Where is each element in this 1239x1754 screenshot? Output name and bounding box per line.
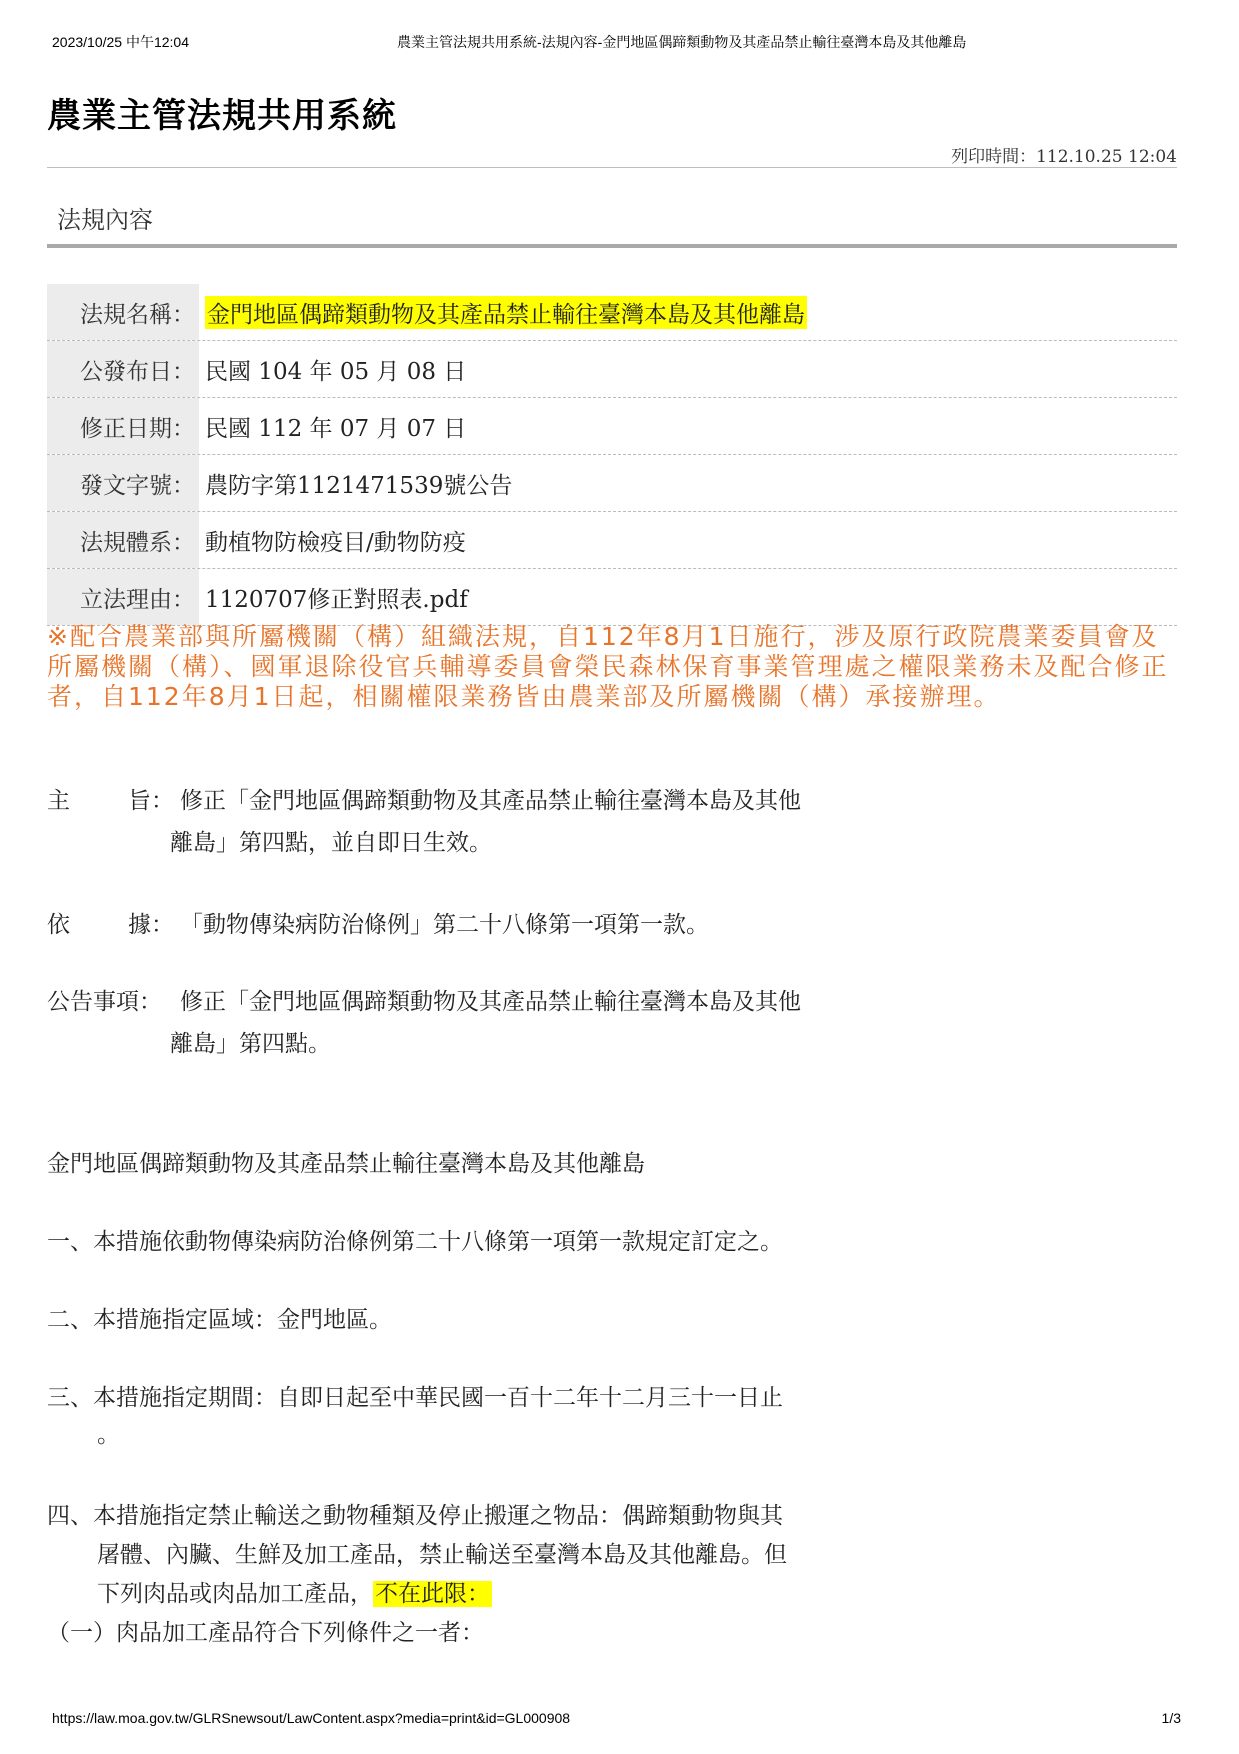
meta-row-legislative-reason [47, 569, 1177, 626]
print-datetime: 2023/10/25 中午12:04 [52, 34, 189, 50]
browser-page-title: 農業主管法規共用系統-法規內容-金門地區偶蹄類動物及其產品禁止輸往臺灣本島及其他離島 [397, 34, 967, 50]
article-4-line-2: 屠體、內臟、生鮮及加工產品，禁止輸送至臺灣本島及其他離島。但 [97, 1542, 787, 1568]
article-3-line-2: 。 [97, 1422, 120, 1448]
print-time: 列印時間：112.10.25 12:04 [951, 147, 1177, 167]
meta-row-document-number [47, 455, 1177, 512]
article-3-line-1: 三、本措施指定期間：自即日起至中華民國一百十二年十二月三十一日止 [47, 1385, 783, 1411]
meta-label: 法規名稱： [47, 284, 199, 340]
announcement-line-1: 修正「金門地區偶蹄類動物及其產品禁止輸往臺灣本島及其他 [180, 989, 801, 1015]
article-4-subitem-1: （一）肉品加工產品符合下列條件之一者： [47, 1620, 484, 1646]
meta-row-publish-date [47, 341, 1177, 398]
section-title: 法規內容 [57, 206, 153, 234]
law-meta-table [47, 284, 1177, 626]
page-number: 1/3 [1161, 1710, 1181, 1726]
meta-label: 法規體系： [47, 512, 199, 568]
exception-highlight: 不在此限： [375, 1581, 490, 1607]
meta-label: 發文字號： [47, 455, 199, 511]
subject-line-1: 修正「金門地區偶蹄類動物及其產品禁止輸往臺灣本島及其他 [180, 788, 801, 814]
subject-label-a: 主 [47, 788, 70, 814]
meta-row-law-system [47, 512, 1177, 569]
article-4-line-1: 四、本措施指定禁止輸送之動物種類及停止搬運之物品：偶蹄類動物與其 [47, 1503, 783, 1529]
article-4-line-3 [97, 1575, 492, 1608]
section-divider [47, 244, 1177, 248]
subject-label-b: 旨： [128, 788, 174, 814]
meta-value: 民國 112 年 07 月 07 日 [205, 415, 467, 442]
legislative-reason-link[interactable]: 1120707修正對照表.pdf [205, 586, 468, 613]
article-4-line-3-text: 下列肉品或肉品加工產品， [97, 1581, 373, 1607]
meta-label: 修正日期： [47, 398, 199, 454]
page-url: https://law.moa.gov.tw/GLRSnewsout/LawContent.aspx?media=print&id=GL000908 [52, 1710, 571, 1726]
announcement-line-2: 離島」第四點。 [170, 1031, 331, 1057]
meta-row-law-name [47, 284, 1177, 341]
system-title: 農業主管法規共用系統 [47, 96, 397, 136]
law-name-value: 金門地區偶蹄類動物及其產品禁止輸往臺灣本島及其他離島 [205, 296, 807, 329]
meta-row-amend-date [47, 398, 1177, 455]
article-2: 二、本措施指定區域：金門地區。 [47, 1307, 392, 1333]
meta-label: 立法理由： [47, 569, 199, 625]
law-title: 金門地區偶蹄類動物及其產品禁止輸往臺灣本島及其他離島 [47, 1151, 645, 1177]
announcement-label: 公告事項： [47, 989, 162, 1015]
meta-value: 農防字第1121471539號公告 [205, 472, 513, 499]
divider [47, 167, 1177, 168]
meta-label: 公發布日： [47, 341, 199, 397]
basis-line-1: 「動物傳染病防治條例」第二十八條第一項第一款。 [180, 912, 709, 938]
meta-value [199, 284, 1177, 340]
article-1: 一、本措施依動物傳染病防治條例第二十八條第一項第一款規定訂定之。 [47, 1229, 783, 1255]
subject-line-2: 離島」第四點，並自即日生效。 [170, 830, 492, 856]
transition-notice: ※配合農業部與所屬機關（構）組織法規，自112年8月1日施行，涉及原行政院農業委員會及所屬機關（構）、國軍退除役官兵輔導委員會榮民森林保育事業管理處之權限業務未及配合修正者，自112年8月1日起，相關權限業務皆由農業部及所屬機關（構）承接辦理。 [47, 622, 1169, 711]
meta-value: 民國 104 年 05 月 08 日 [205, 358, 467, 385]
meta-value: 動植物防檢疫目/動物防疫 [205, 529, 466, 556]
basis-label-a: 依 [47, 912, 70, 938]
basis-label-b: 據： [128, 912, 174, 938]
